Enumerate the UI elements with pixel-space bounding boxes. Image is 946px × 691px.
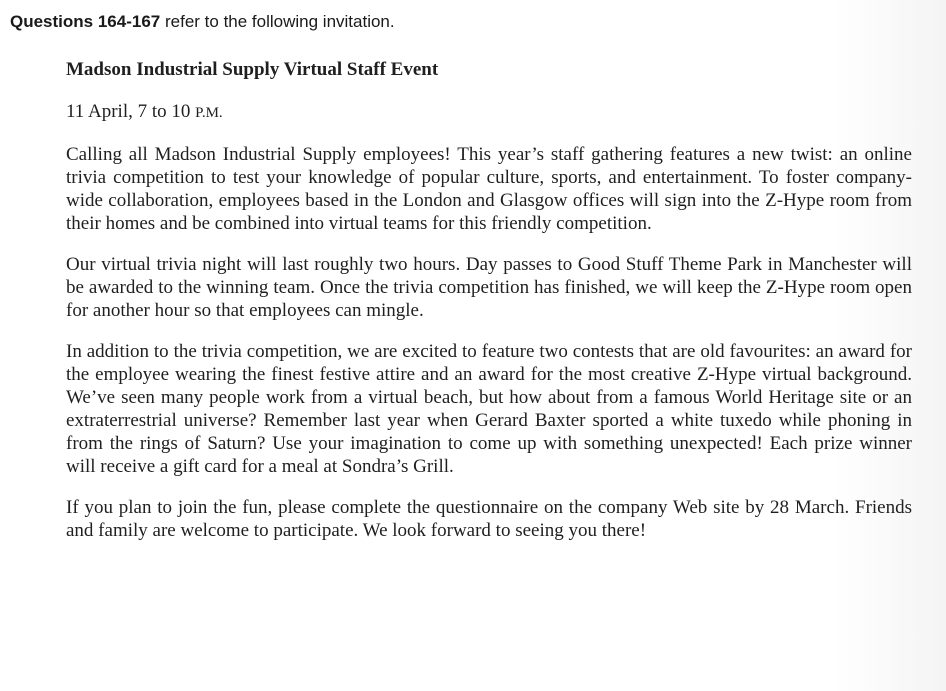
event-date-time: 11 April, 7 to 10	[66, 101, 196, 122]
invitation-paragraph: If you plan to join the fun, please complete the questionnaire on the company Web site by 28 March. Friends and family are welcome to participate. We look forward to seeing you there!	[66, 497, 912, 541]
question-header	[10, 12, 395, 32]
invitation-paragraph: Our virtual trivia night will last roughly two hours. Day passes to Good Stuff Theme Park in Manchester will be awarded to the winning team. Once the trivia competition has finished, we will keep the Z-Hype room open for another hour so that employees can mingle.	[66, 254, 912, 321]
invitation-paragraph: In addition to the trivia competition, we are excited to feature two contests that are old favourites: an award for the employee wearing the finest festive attire and an award for the most creative Z-Hype virtual background. We’ve seen many people work from a virtual beach, but how about from a famous World Heritage site or an extraterrestrial universe? Remember last year when Gerard Baxter sported a white tuxedo while phoning in from the rings of Saturn? Use your imagination to come up with something unexpected! Each prize winner will receive a gift card for a meal at Sondra’s Grill.	[66, 341, 912, 477]
event-date-meridiem: P.M.	[195, 105, 223, 121]
question-instruction: refer to the following invitation.	[164, 12, 395, 31]
invitation-document	[66, 58, 912, 542]
question-range: Questions 164-167	[10, 12, 161, 31]
event-date	[66, 100, 912, 125]
invitation-paragraph: Calling all Madson Industrial Supply employees! This year’s staff gathering features a new twist: an online trivia competition to test your knowledge of popular culture, sports, and entertainment. To foster company-wide collaboration, employees based in the London and Glasgow offices will sign into the Z-Hype room from their homes and be combined into virtual teams for this friendly competition.	[66, 144, 912, 234]
invitation-title: Madson Industrial Supply Virtual Staff Event	[66, 59, 439, 80]
